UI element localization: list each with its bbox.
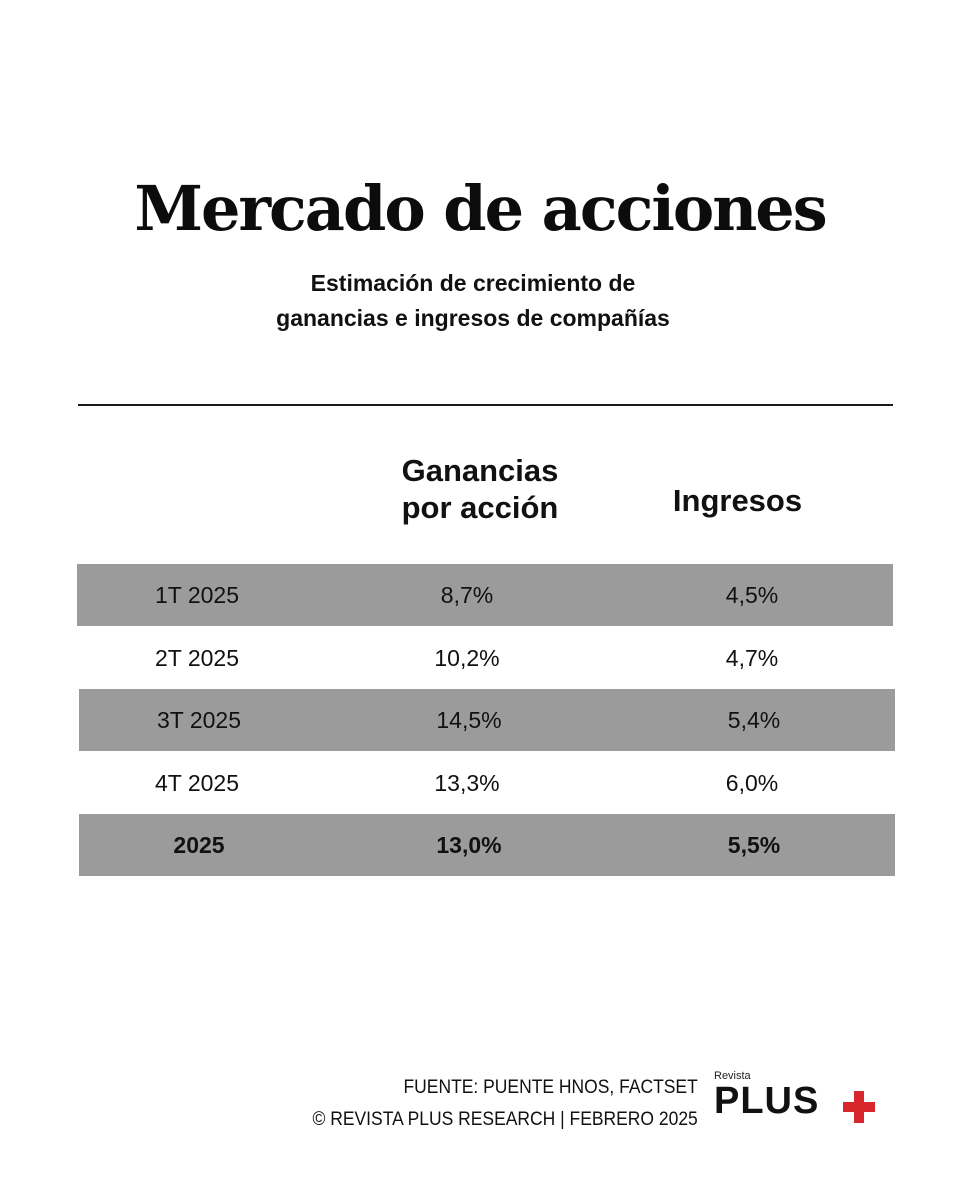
revenue-cell: 4,5% [725,582,779,608]
period-cell: 1T 2025 [155,582,239,608]
eps-cell: 10,2% [434,644,500,671]
header-divider [78,404,893,406]
table-total-row [79,814,895,876]
table-row [77,627,893,689]
subtitle-line-1: Estimación de crecimiento de [310,270,636,296]
period-cell: 2T 2025 [155,644,239,671]
footer-source: FUENTE: PUENTE HNOS, FACTSET [403,1077,698,1098]
column-header-eps-line-1: Ganancias [401,453,559,488]
revenue-cell: 5,4% [727,707,781,733]
period-cell: 2025 [173,832,225,858]
revenue-cell: 6,0% [725,769,779,796]
page-subtitle [0,266,946,336]
logo-main-text: PLUS [714,1080,820,1122]
eps-cell: 14,5% [436,707,502,733]
period-cell: 4T 2025 [155,769,239,796]
revenue-cell: 4,7% [725,644,779,671]
subtitle-line-2: ganancias e ingresos de compañías [276,305,670,331]
footer-credits [313,1072,698,1136]
footer-credit: © REVISTA PLUS RESEARCH | FEBRERO 2025 [312,1109,698,1130]
eps-cell: 13,0% [436,832,502,858]
table-row [79,689,895,751]
eps-cell: 8,7% [440,582,494,608]
revenue-cell: 5,5% [727,832,781,858]
page-title: Mercado de acciones [134,172,826,245]
period-cell: 3T 2025 [157,707,241,733]
eps-cell: 13,3% [434,769,500,796]
column-header-eps [355,452,605,526]
table-row [77,752,893,814]
table-row [77,564,893,626]
column-header-revenue: Ingresos [672,483,803,518]
revista-plus-logo [714,1070,884,1120]
column-header-eps-line-2: por acción [401,490,559,525]
plus-cross-icon [842,1090,876,1124]
logo-small-text: Revista [714,1070,751,1082]
